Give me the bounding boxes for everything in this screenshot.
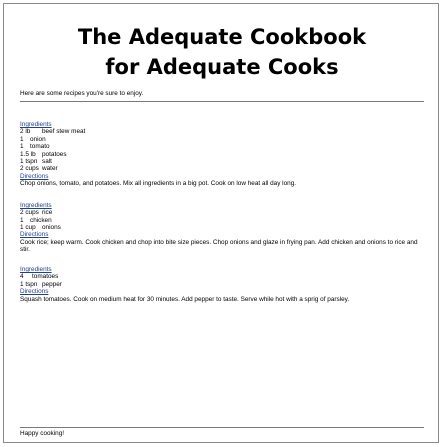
- ingredient-row: [20, 209, 424, 216]
- ingredient-qty: 2 lb: [20, 128, 31, 136]
- ingredient-name: pepper: [42, 280, 62, 288]
- footer-text: Happy cooking!: [20, 427, 424, 438]
- ingredient-qty: 1 tspn: [20, 280, 38, 288]
- ingredient-row: [20, 151, 424, 158]
- recipe-1: [20, 121, 424, 188]
- ingredient-row: [20, 128, 424, 135]
- ingredient-qty: 1: [20, 135, 24, 143]
- ingredient-name: beef stew meat: [42, 128, 86, 136]
- ingredients-heading: Ingredients: [20, 201, 52, 209]
- ingredient-row: [20, 217, 424, 224]
- ingredient-row: [20, 158, 424, 165]
- ingredient-name: water: [42, 165, 58, 173]
- ingredient-qty: 4: [20, 273, 24, 281]
- ingredient-qty: 1 tspn: [20, 158, 38, 166]
- directions-text: Chop onions, tomato, and potatoes. Mix all ingredients in a big pot. Cook on low heat all day long.: [20, 180, 297, 188]
- recipe-list: [20, 121, 424, 317]
- ingredient-qty: 1.5 lb: [20, 150, 36, 158]
- ingredient-name: chicken: [30, 216, 52, 224]
- ingredient-name: tomatoes: [32, 273, 59, 281]
- directions-heading: Directions: [20, 231, 49, 239]
- ingredient-row: [20, 165, 424, 172]
- ingredient-row: [20, 136, 424, 143]
- ingredient-qty: 2 cups: [20, 165, 39, 173]
- ingredient-name: onion: [30, 135, 46, 143]
- ingredients-heading: Ingredients: [20, 266, 52, 274]
- ingredient-name: rice: [42, 209, 53, 217]
- ingredient-qty: 1: [20, 216, 24, 224]
- ingredient-row: [20, 273, 424, 280]
- recipe-3: [20, 266, 424, 303]
- directions-heading: Directions: [20, 288, 49, 296]
- ingredient-row: [20, 143, 424, 150]
- ingredient-qty: 1: [20, 143, 24, 151]
- title-line-2: for Adequate Cooks: [105, 55, 339, 79]
- recipe-2: [20, 202, 424, 254]
- ingredient-name: onions: [42, 224, 61, 232]
- ingredient-qty: 1 cup: [20, 224, 36, 232]
- ingredient-qty: 2 cups: [20, 209, 39, 217]
- directions-text: Cook rice; keep warm. Cook chicken and chop into bite size pieces. Chop onions and glaze in frying pan. Add chicken and onions to rice and stir.: [20, 238, 418, 254]
- intro-text: Here are some recipes you're sure to enjoy.: [20, 90, 424, 102]
- directions-heading: Directions: [20, 172, 49, 180]
- document-title: [0, 22, 444, 82]
- ingredient-row: [20, 281, 424, 288]
- ingredient-name: tomato: [30, 143, 50, 151]
- title-line-1: The Adequate Cookbook: [77, 25, 367, 49]
- ingredient-name: potatoes: [42, 150, 67, 158]
- ingredient-row: [20, 224, 424, 231]
- ingredients-heading: Ingredients: [20, 121, 52, 128]
- ingredient-name: salt: [42, 158, 52, 166]
- directions-text: Squash tomatoes. Cook on medium heat for 30 minutes. Add pepper to taste. Serve while hot with a sprig of parsley.: [20, 295, 350, 303]
